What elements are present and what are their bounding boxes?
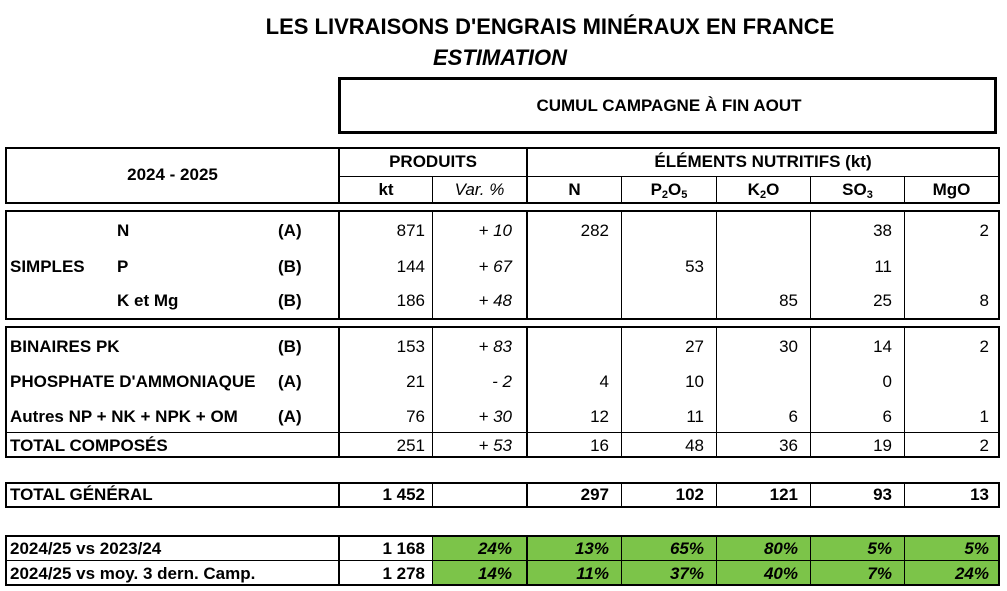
cell-var: 24%	[477, 539, 512, 558]
cell-so3: 6	[882, 407, 892, 426]
cell-n: 13%	[574, 539, 609, 558]
cell-mgo: 2	[979, 221, 989, 240]
cell-n: 4	[599, 372, 609, 391]
total-general-label: TOTAL GÉNÉRAL	[10, 485, 153, 504]
total-composes-label: TOTAL COMPOSÉS	[10, 436, 168, 455]
row-code: (B)	[278, 257, 302, 276]
cell-var: 14%	[477, 564, 512, 583]
cell-so3: 38	[873, 221, 892, 240]
report-title: LES LIVRAISONS D'ENGRAIS MINÉRAUX EN FRANCE	[265, 14, 835, 39]
cell-mgo: 13	[970, 485, 989, 504]
cell-so3: 14	[873, 337, 892, 356]
cell-p2o5: 53	[685, 257, 704, 276]
cell-k2o: 121	[769, 485, 798, 504]
cell-kt: 153	[396, 337, 425, 356]
cell-mgo: 5%	[964, 539, 989, 558]
season-label: 2024 - 2025	[127, 165, 218, 184]
header-k2o: $K_2O$	[747, 180, 780, 201]
cell-k2o: 36	[779, 436, 798, 455]
cell-n: 11%	[576, 564, 609, 583]
cell-k2o: 6	[788, 407, 798, 426]
cell-k2o: 40%	[763, 564, 798, 583]
cell-kt: 21	[406, 372, 425, 391]
header-mgo: MgO	[932, 180, 971, 199]
cell-n: 16	[590, 436, 609, 455]
cell-mgo: 24%	[954, 564, 989, 583]
cell-n: 297	[580, 485, 609, 504]
row-code: (B)	[278, 291, 302, 310]
row-label: BINAIRES PK	[10, 337, 120, 356]
cell-so3: 0	[882, 372, 892, 391]
header-var: Var. %	[454, 180, 505, 199]
cell-kt: 1 168	[382, 539, 425, 558]
row-code: (A)	[278, 407, 302, 426]
cell-k2o: 30	[779, 337, 798, 356]
cell-mgo: 1	[979, 407, 989, 426]
cell-var: + 48	[478, 291, 512, 310]
header-n: N	[568, 180, 581, 199]
cell-n: 12	[590, 407, 609, 426]
cell-mgo: 2	[979, 337, 989, 356]
cell-kt: 871	[396, 221, 425, 240]
header-p2o5: $P_2O_5$	[650, 180, 688, 201]
cell-p2o5: 48	[685, 436, 704, 455]
cell-so3: 25	[873, 291, 892, 310]
header-elements: ÉLÉMENTS NUTRITIFS (kt)	[654, 152, 872, 171]
cell-var: + 30	[478, 407, 512, 426]
cell-p2o5: 27	[685, 337, 704, 356]
cell-n: 282	[580, 221, 609, 240]
cell-var: + 67	[478, 257, 512, 276]
row-label: Autres NP + NK + NPK + OM	[10, 407, 238, 426]
cell-so3: 5%	[867, 539, 892, 558]
cell-so3: 19	[873, 436, 892, 455]
cell-var: + 10	[478, 221, 512, 240]
cell-p2o5: 65%	[669, 539, 704, 558]
row-label: K et Mg	[117, 291, 179, 310]
cell-so3: 11	[874, 257, 892, 276]
cell-kt: 186	[396, 291, 425, 310]
cell-kt: 1 452	[382, 485, 425, 504]
cell-p2o5: 37%	[669, 564, 704, 583]
cell-p2o5: 10	[685, 372, 704, 391]
row-code: (A)	[278, 221, 302, 240]
cell-p2o5: 11	[686, 407, 704, 426]
cell-so3: 7%	[867, 564, 892, 583]
cell-k2o: 85	[779, 291, 798, 310]
cell-var: + 53	[478, 436, 512, 455]
comparison-label: 2024/25 vs moy. 3 dern. Camp.	[10, 564, 256, 583]
row-label: PHOSPHATE D'AMMONIAQUE	[10, 372, 256, 391]
cell-mgo: 2	[979, 436, 989, 455]
header-produits: PRODUITS	[389, 152, 477, 171]
comparison-label: 2024/25 vs 2023/24	[10, 539, 162, 558]
row-code: (B)	[278, 337, 302, 356]
row-code: (A)	[278, 372, 302, 391]
cell-p2o5: 102	[675, 485, 704, 504]
cell-mgo: 8	[979, 291, 989, 310]
cell-var: + 83	[478, 337, 512, 356]
cell-kt: 76	[406, 407, 425, 426]
cell-kt: 251	[396, 436, 425, 455]
period-header: CUMUL CAMPAGNE À FIN AOUT	[536, 96, 802, 115]
report-subtitle: ESTIMATION	[432, 45, 568, 70]
simples-label: SIMPLES	[10, 257, 85, 276]
row-label: P	[117, 257, 129, 276]
cell-var: - 2	[492, 372, 512, 391]
row-label: N	[117, 221, 130, 240]
cell-so3: 93	[873, 485, 892, 504]
cell-kt: 1 278	[382, 564, 425, 583]
cell-kt: 144	[396, 257, 425, 276]
header-kt: kt	[378, 180, 394, 199]
cell-k2o: 80%	[763, 539, 798, 558]
header-so3: $SO_3$	[842, 180, 873, 201]
